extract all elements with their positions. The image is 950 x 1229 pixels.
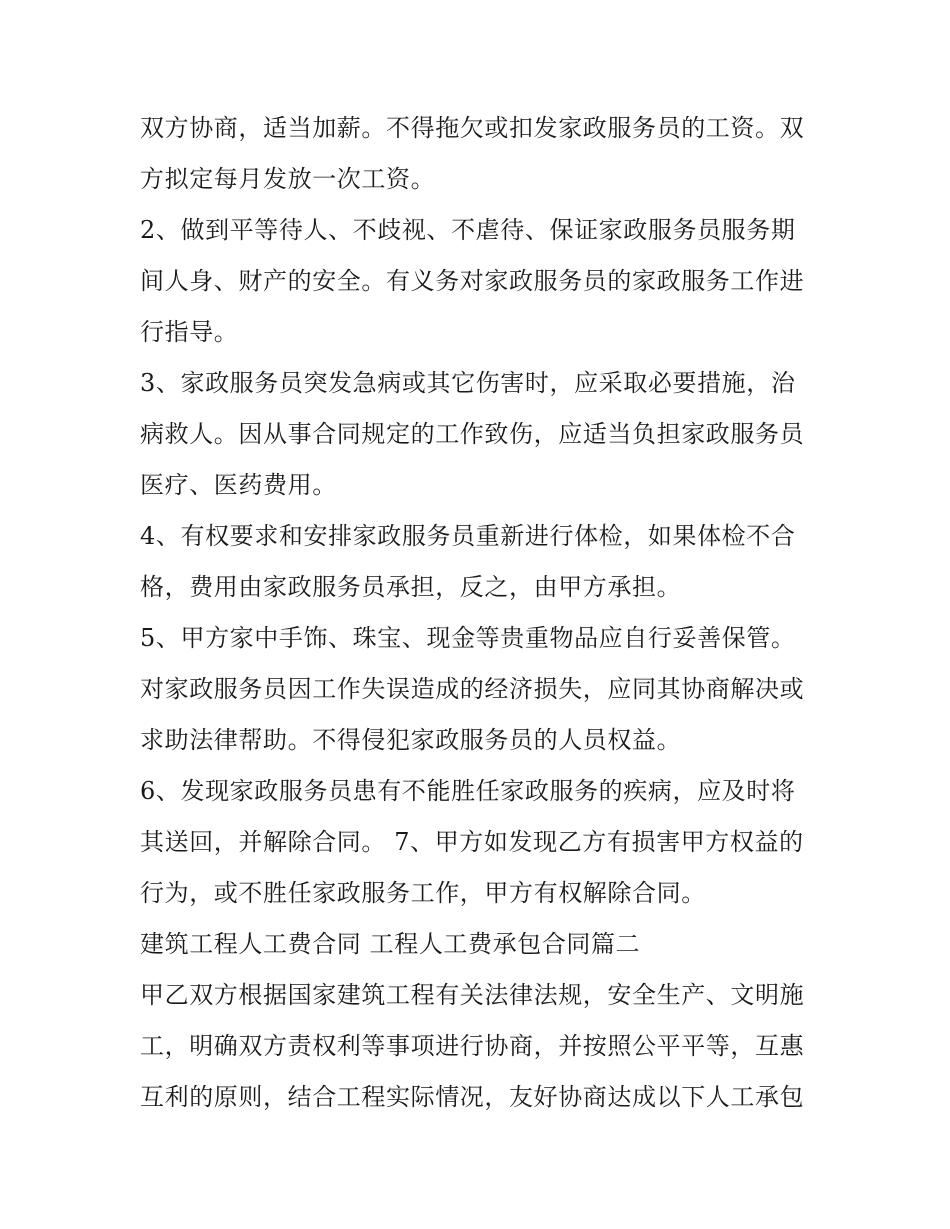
- text-line: 间人身、财产的安全。有义务对家政服务员的家政服务工作进: [140, 267, 805, 295]
- text-line: 方拟定每月发放一次工资。: [140, 165, 436, 193]
- text-line: 对家政服务员因工作失误造成的经济损失，应同其协商解决或: [140, 675, 805, 703]
- text-line: 工，明确双方责权利等事项进行协商，并按照公平平等，互惠: [140, 1032, 805, 1060]
- document-body: [140, 103, 820, 1123]
- text-line: 行指导。: [140, 318, 239, 346]
- text-line: 6、发现家政服务员患有不能胜任家政服务的疾病，应及时将: [140, 777, 796, 805]
- section-heading: 建筑工程人工费合同 工程人工费承包合同篇二: [140, 930, 641, 958]
- text-line: 互利的原则，结合工程实际情况，友好协商达成以下人工承包: [140, 1083, 805, 1111]
- text-line: 甲乙双方根据国家建筑工程有关法律法规，安全生产、文明施: [140, 981, 805, 1009]
- text-line: 其送回，并解除合同。 7、甲方如发现乙方有损害甲方权益的: [140, 828, 804, 856]
- text-line: 行为，或不胜任家政服务工作，甲方有权解除合同。: [140, 879, 706, 907]
- text-line: 5、甲方家中手饰、珠宝、现金等贵重物品应自行妥善保管。: [140, 624, 796, 652]
- text-line: 3、家政服务员突发急病或其它伤害时，应采取必要措施，治: [140, 369, 796, 397]
- text-line: 格，费用由家政服务员承担，反之，由甲方承担。: [140, 573, 682, 601]
- text-line: 求助法律帮助。不得侵犯家政服务员的人员权益。: [140, 726, 682, 754]
- text-line: 病救人。因从事合同规定的工作致伤，应适当负担家政服务员: [140, 420, 805, 448]
- text-line: 双方协商，适当加薪。不得拖欠或扣发家政服务员的工资。双: [140, 114, 805, 142]
- text-line: 4、有权要求和安排家政服务员重新进行体检，如果体检不合: [140, 522, 796, 550]
- text-line: 医疗、医药费用。: [140, 471, 337, 499]
- text-line: 2、做到平等待人、不歧视、不虐待、保证家政服务员服务期: [140, 216, 796, 244]
